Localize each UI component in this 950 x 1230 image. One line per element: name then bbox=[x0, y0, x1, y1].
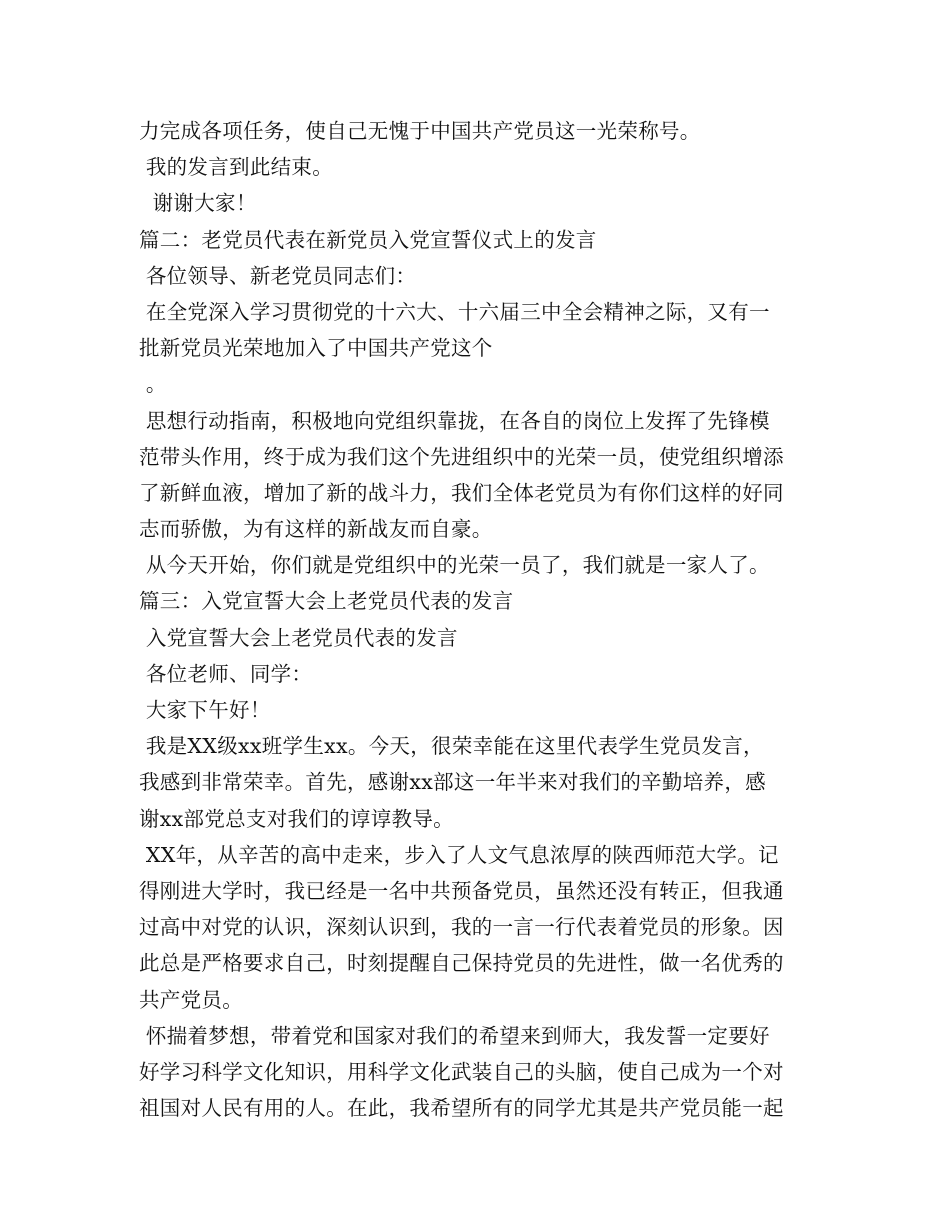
text-line: 范带头作用，终于成为我们这个先进组织中的光荣一员，使党组织增添 bbox=[139, 444, 784, 469]
text-line: 。 bbox=[139, 372, 167, 397]
text-line: 共产党员。 bbox=[139, 987, 243, 1012]
text-line: 谢xx部党总支对我们的谆谆教导。 bbox=[139, 806, 454, 831]
text-line: 思想行动指南，积极地向党组织靠拢，在各自的岗位上发挥了先锋模 bbox=[139, 408, 770, 433]
text-line: 此总是严格要求自己，时刻提醒自己保持党员的先进性，做一名优秀的 bbox=[139, 951, 784, 976]
text-line: 祖国对人民有用的人。在此，我希望所有的同学尤其是共产党员能一起 bbox=[139, 1096, 784, 1121]
text-line: 各位老师、同学： bbox=[139, 661, 313, 686]
text-line: 怀揣着梦想，带着党和国家对我们的希望来到师大，我发誓一定要好 bbox=[139, 1023, 770, 1048]
section-heading: 篇三：入党宣誓大会上老党员代表的发言 bbox=[139, 589, 514, 614]
text-line: 我的发言到此结束。 bbox=[139, 155, 334, 180]
text-line: 各位领导、新老党员同志们： bbox=[139, 263, 417, 288]
text-line: 从今天开始，你们就是党组织中的光荣一员了，我们就是一家人了。 bbox=[139, 553, 770, 578]
text-line: 志而骄傲，为有这样的新战友而自豪。 bbox=[139, 517, 493, 542]
text-line: 谢谢大家！ bbox=[139, 191, 257, 216]
text-line: 力完成各项任务，使自己无愧于中国共产党员这一光荣称号。 bbox=[139, 119, 701, 143]
text-line: XX年，从辛苦的高中走来，步入了人文气息浓厚的陕西师范大学。记 bbox=[139, 842, 779, 867]
text-line: 过高中对党的认识，深刻认识到，我的一言一行代表着党员的形象。因 bbox=[139, 915, 784, 940]
text-line: 得刚进大学时，我已经是一名中共预备党员，虽然还没有转正，但我通 bbox=[139, 878, 784, 903]
text-line: 我是XX级xx班学生xx。今天，很荣幸能在这里代表学生党员发言， bbox=[139, 734, 764, 759]
section-heading: 篇二：老党员代表在新党员入党宣誓仪式上的发言 bbox=[139, 227, 597, 252]
text-line: 我感到非常荣幸。首先，感谢xx部这一年半来对我们的辛勤培养，感 bbox=[139, 770, 766, 795]
text-line: 入党宣誓大会上老党员代表的发言 bbox=[139, 625, 458, 650]
text-line: 好学习科学文化知识，用科学文化武装自己的头脑，使自己成为一个对 bbox=[139, 1059, 784, 1084]
text-line: 大家下午好！ bbox=[139, 698, 271, 722]
text-line: 在全党深入学习贯彻党的十六大、十六届三中全会精神之际，又有一 bbox=[139, 299, 770, 324]
text-line: 了新鲜血液，增加了新的战斗力，我们全体老党员为有你们这样的好同 bbox=[139, 480, 784, 505]
text-line: 批新党员光荣地加入了中国共产党这个 bbox=[139, 336, 493, 361]
document-body bbox=[139, 113, 814, 1126]
